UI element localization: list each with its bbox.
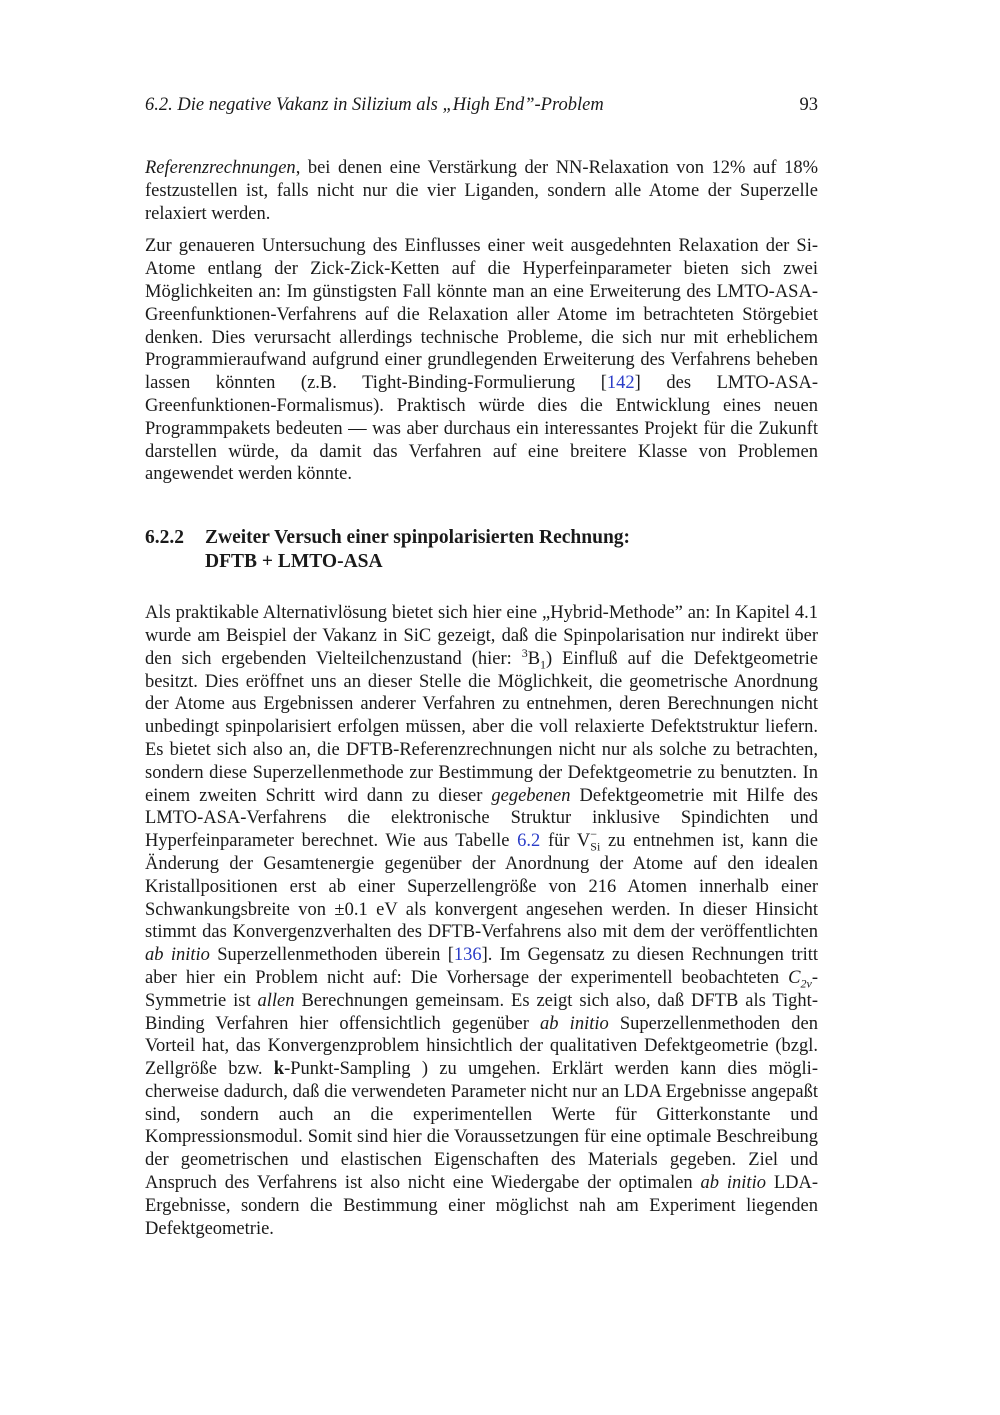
paragraph-text: LDA-Ergebnisse, sondern die Bestimmung einer möglichst nah am Experiment liegenden Defektgeometrie. xyxy=(145,1173,819,1239)
paragraph-1 xyxy=(145,157,818,225)
paragraph-text: zu entnehmen ist, kann die Änderung der Gesamtenergie gegenüber der Anordnung der Atome auf den idealen Kristallpositionen erst ab einer Superzellengröße von 216 Atomen innerhalb einer Schwankungsbreite von ±0.1 eV als konvergent angesehen werden. In dieser Hinsicht stimmt das Konvergenzverhalten des DFTB-Verfahrens also mit dem der veröffentlichten xyxy=(145,831,819,943)
section-title-line-1: Zweiter Versuch einer spinpolarisierten Rechnung: xyxy=(205,527,631,549)
paragraph-text: Berechnungen gemeinsam. Es zeigt sich also, daß DFTB als Tight-Binding Verfahren hier offensichtlich gegenüber xyxy=(145,990,818,1034)
paragraph-text: ] des LMTO-ASA-Greenfunktionen-Formalismus). Praktisch würde dies die Entwicklung eines neuen Programmpakets bedeuten — was aber durchaus ein interessantes Projekt für die Zukunft darstellen würde, da damit das Verfahren auf eine breitere Klasse von Problemen angewendet werden könnte. xyxy=(145,373,818,485)
paragraph-text: für xyxy=(540,831,577,852)
body-text xyxy=(145,157,818,1240)
section-title-line-2: DFTB + LMTO-ASA xyxy=(205,551,383,573)
italic-term: ab initio xyxy=(145,945,210,966)
section-heading xyxy=(145,526,818,574)
symmetry-symbol: C xyxy=(788,967,801,988)
italic-term: Referenzrechnungen xyxy=(145,158,296,178)
italic-term: ab initio xyxy=(700,1173,766,1194)
vacancy-charge: − xyxy=(590,827,598,842)
bold-vector-k: k xyxy=(273,1059,285,1080)
paragraph-2 xyxy=(145,235,818,486)
italic-term: ab initio xyxy=(540,1013,609,1034)
vacancy-subscript: Si xyxy=(590,839,601,854)
paragraph-text: Zur genaueren Untersuchung des Einflusses einer weit ausgedehnten Relaxation der Si-Atome entlang der Zick-Zick-Ketten auf die Hyperfeinparameter bieten sich zwei Möglichkeiten an: Im günstigsten Fall könnte man an eine Erweiterung des LMTO-ASA-Greenfunktionen-Verfahrens auf die Relaxation aller Atome im betrachteten Störgebiet denken. Dies verursacht allerdings technische Probleme, die sich nur mit erheblichem Programmieraufwand aufgrund einer grundlegenden Erweiterung des Verfahrens beheben lassen könnten (z.B. Tight-Binding-Formulierung [ xyxy=(145,236,818,394)
state-superscript: 3 xyxy=(521,645,528,660)
section-title xyxy=(205,526,630,574)
vacancy-indices xyxy=(590,827,601,854)
section-number: 6.2.2 xyxy=(145,527,184,549)
italic-term: gegebenen xyxy=(491,785,571,806)
paragraph-text: -Symmetrie ist xyxy=(145,967,818,1011)
running-header xyxy=(145,95,818,123)
page-number: 93 xyxy=(799,95,818,115)
italic-term: allen xyxy=(257,990,295,1011)
paragraph-3 xyxy=(145,602,818,1240)
paragraph-text: Als praktikable Alternativlösung bietet sich hier eine „Hybrid-Methode” an: In Kapitel 4.1 wurde am Beispiel der Vakanz in SiC gezeigt, daß die Spinpolarisation nur indirekt über den sich ergebenden Vielteilchenzustand (hier: xyxy=(145,603,818,669)
state-symbol: B xyxy=(527,648,541,669)
citation-link[interactable]: 142 xyxy=(606,373,635,394)
state-subscript: 1 xyxy=(540,657,547,672)
paragraph-text: -Punkt-Sampling ) zu umgehen. Erklärt werden kann dies möglicherweise dadurch, daß die verwendeten Parameter nicht nur an LDA Ergebnisse angepaßt sind, sondern auch an die experimentellen Werte für Gitterkonstante und Kompressionsmodul. Somit sind hier die Voraussetzungen für eine optimale Beschreibung der geometrischen und elastischen Eigenschaften des Materials gegeben. Ziel und Anspruch des Verfahrens ist also nicht eine Wiedergabe der optimalen xyxy=(145,1059,818,1194)
paragraph-text: ]. Im Gegensatz zu diesen Rechnungen tritt aber hier ein Problem nicht auf: Die Vorhersage der experimentell beobachteten xyxy=(145,945,819,988)
running-title: 6.2. Die negative Vakanz in Silizium als „High End”-Problem xyxy=(145,95,604,115)
vacancy-symbol: V xyxy=(576,831,591,852)
page xyxy=(145,95,818,1240)
symmetry-subscript: 2v xyxy=(800,976,812,991)
citation-link[interactable]: 136 xyxy=(453,945,482,966)
paragraph-text: Defektgeometrie mit Hilfe des LMTO-ASA-Verfahrens die elektronische Struktur inklusive Spindichten und Hyperfeinparameter berechnet. Wie aus Tabelle xyxy=(145,785,819,852)
table-reference-link[interactable]: 6.2 xyxy=(517,831,541,852)
paragraph-text: , bei denen eine Verstärkung der NN-Relaxation von 12% auf 18% festzustellen ist, falls nicht nur die vier Liganden, sondern alle Atome der Superzelle relaxiert werden. xyxy=(145,158,818,224)
paragraph-text: Superzellenmethoden den Vorteil hat, das Konvergenzproblem hinsichtlich der qualitativen Defektgeometrie (bzgl. Zellgröße bzw. xyxy=(145,1013,818,1080)
paragraph-text: ) Einfluß auf die Defektgeometrie besitzt. Dies eröffnet uns an dieser Stelle die Möglichkeit, die geometrische Anordnung der Atome aus Ergebnissen anderer Verfahren zu entnehmen, deren Berechnungen nicht unbedingt spinpolarisiert erfolgen müssen, aber die voll relaxierte Defektstruktur liefern. Es bietet sich also an, die DFTB-Referenzrechnungen nicht nur als solche zu betrachten, sondern diese Superzellenmethode zur Bestimmung der Defektgeometrie zu benutzten. In einem zweiten Schritt wird dann zu dieser xyxy=(145,648,819,806)
paragraph-text: Superzellenmethoden überein [ xyxy=(209,945,454,966)
